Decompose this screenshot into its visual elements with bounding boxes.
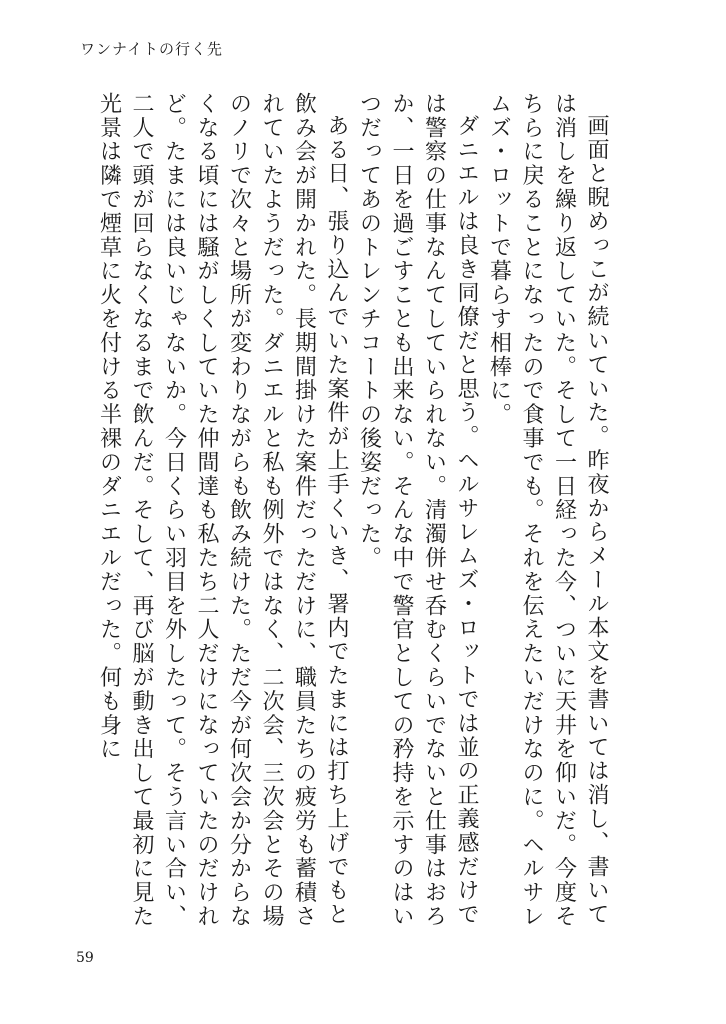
body-text	[92, 92, 612, 938]
paragraph: ある日、張り込んでいた案件が上手くいき、署内でたまには打ち上げでもと飲み会が開かれた。長期間掛けた案件だっただけに、職員たちの疲労も蓄積されていたようだった。ダニエルと私も例外ではなく、二次会、三次会とその場のノリで次々と場所が変わりながらも飲み続けた。ただ今が何次会か分からなくなる頃には騒がしくしていた仲間達も私たち二人だけになっていたのだけれど。たまには良いじゃないか。今日くらい羽目を外したって。そう言い合い、二人で頭が回らなくなるまで飲んだ。そして、再び脳が動き出して最初に見た光景は隣で煙草に火を付ける半裸のダニエルだった。何も身に	[96, 92, 349, 929]
page-number: 59	[76, 950, 94, 966]
paragraph: 画面と睨めっこが続いていた。昨夜からメール本文を書いては消し、書いては消しを繰り返していた。そして一日経った今、ついに天井を仰いだ。今度そちらに戻ることになったので食事でも。それを伝えたいだけなのに。ヘルサレムズ・ロットで暮らす相棒に。	[486, 92, 609, 929]
running-header: ワンナイトの行く先	[80, 40, 223, 58]
paragraph: ダニエルは良き同僚だと思う。ヘルサレムズ・ロットでは並の正義感だけでは警察の仕事なんてしていられない。清濁併せ呑むくらいでないと仕事はおろか、一日を過ごすことも出来ない。そんな中で警官としての矜持を示すのはいつだってあのトレンチコートの後姿だった。	[356, 92, 479, 929]
